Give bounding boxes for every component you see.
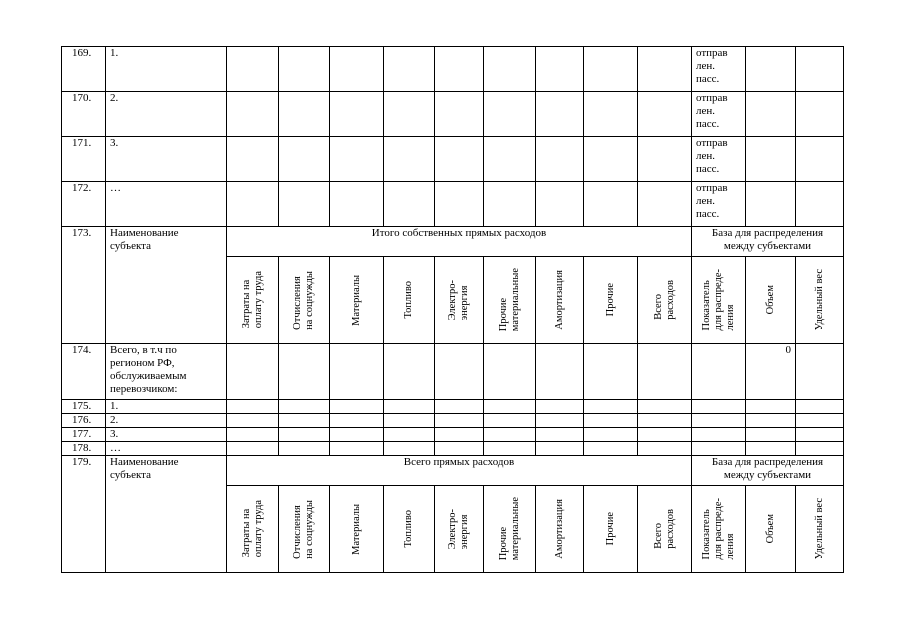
table-cell <box>484 400 536 414</box>
table-cell <box>692 414 746 428</box>
table-cell <box>584 442 638 456</box>
table-cell <box>746 182 796 227</box>
column-header-label: Удельный вес <box>813 498 825 560</box>
column-header-label: Электро- энергия <box>447 279 470 321</box>
table-cell <box>692 400 746 414</box>
column-header <box>638 257 692 344</box>
table-row <box>62 344 844 400</box>
table-cell <box>435 442 484 456</box>
column-header-label: Затраты на оплату труда <box>240 271 264 329</box>
table-cell <box>330 414 384 428</box>
column-header <box>584 486 638 573</box>
group-header: Всего прямых расходов <box>227 456 692 486</box>
table-cell <box>484 182 536 227</box>
row-number: 172. <box>62 182 106 227</box>
column-header-label: Объем <box>764 285 776 315</box>
table-cell <box>330 182 384 227</box>
table-cell <box>227 442 279 456</box>
column-header <box>746 486 796 573</box>
table-cell <box>484 47 536 92</box>
subject-name: 1. <box>106 400 227 414</box>
table-cell <box>227 92 279 137</box>
table-row <box>62 442 844 456</box>
table-cell <box>638 400 692 414</box>
table-cell <box>536 92 584 137</box>
table-cell <box>227 182 279 227</box>
table-cell <box>279 414 330 428</box>
table-cell <box>746 400 796 414</box>
table-cell <box>796 442 844 456</box>
column-header <box>227 486 279 573</box>
table-cell <box>227 344 279 400</box>
table-cell <box>227 414 279 428</box>
table-cell <box>796 344 844 400</box>
table-row <box>62 182 844 227</box>
column-header-label: Электро- энергия <box>447 508 470 550</box>
table-cell <box>384 344 435 400</box>
table-cell <box>638 47 692 92</box>
table-cell <box>279 92 330 137</box>
table-cell <box>746 428 796 442</box>
table-cell <box>692 344 746 400</box>
column-header-label: Показатель для распреде- ления <box>700 498 736 560</box>
column-header-label: Материалы <box>350 274 362 326</box>
table-cell <box>330 400 384 414</box>
table-cell <box>638 428 692 442</box>
cost-allocation-table <box>61 46 844 573</box>
table-row <box>62 92 844 137</box>
table-cell <box>536 414 584 428</box>
table-cell <box>536 47 584 92</box>
table-cell <box>692 428 746 442</box>
table-cell <box>330 344 384 400</box>
table-cell <box>435 400 484 414</box>
table-row <box>62 414 844 428</box>
table-cell <box>384 428 435 442</box>
base-header: База для распределения между субъектами <box>692 456 844 486</box>
subject-name: 3. <box>106 137 227 182</box>
column-header <box>536 486 584 573</box>
subject-name: 1. <box>106 47 227 92</box>
row-number: 171. <box>62 137 106 182</box>
table-cell <box>584 137 638 182</box>
table-cell <box>796 428 844 442</box>
column-header <box>484 257 536 344</box>
subject-name: 3. <box>106 428 227 442</box>
table-cell <box>746 442 796 456</box>
table-row <box>62 227 844 257</box>
column-header <box>435 257 484 344</box>
distribution-basis: отправ лен. пасс. <box>692 92 746 137</box>
column-header <box>692 486 746 573</box>
table-cell <box>384 182 435 227</box>
subject-name: … <box>106 442 227 456</box>
column-header-label: Топливо <box>403 510 414 548</box>
column-header <box>692 257 746 344</box>
table-cell <box>330 428 384 442</box>
row-number: 170. <box>62 92 106 137</box>
table-cell <box>638 182 692 227</box>
column-header-label: Амортизация <box>553 499 565 559</box>
table-cell <box>746 92 796 137</box>
column-header-label: Прочие материальные <box>497 497 521 561</box>
table-cell <box>638 442 692 456</box>
table-cell <box>435 428 484 442</box>
column-header <box>796 486 844 573</box>
row-number: 178. <box>62 442 106 456</box>
table-cell <box>227 137 279 182</box>
table-cell <box>796 92 844 137</box>
row-number: 173. <box>62 227 106 344</box>
column-header <box>384 257 435 344</box>
column-header <box>484 486 536 573</box>
subject-name: 2. <box>106 92 227 137</box>
table-cell <box>536 137 584 182</box>
column-header-label: Амортизация <box>553 270 565 330</box>
subject-name: Всего, в т.ч по регионом РФ, обслуживаемым перевозчиком: <box>106 344 227 400</box>
column-header <box>796 257 844 344</box>
table-cell <box>584 414 638 428</box>
table-cell <box>536 182 584 227</box>
row-number: 175. <box>62 400 106 414</box>
distribution-basis: отправ лен. пасс. <box>692 137 746 182</box>
table-cell <box>435 47 484 92</box>
table-cell <box>746 137 796 182</box>
table-cell <box>435 137 484 182</box>
group-header: Итого собственных прямых расходов <box>227 227 692 257</box>
column-header <box>584 257 638 344</box>
table-cell <box>330 47 384 92</box>
name-header: Наименование субъекта <box>106 456 227 573</box>
column-header-label: Объем <box>764 514 776 544</box>
table-cell <box>330 92 384 137</box>
table-cell <box>536 344 584 400</box>
column-header-label: Прочие <box>604 283 616 317</box>
table-cell <box>384 47 435 92</box>
table-cell <box>435 92 484 137</box>
table-cell <box>279 344 330 400</box>
table-cell <box>638 92 692 137</box>
table-cell <box>384 92 435 137</box>
table-cell <box>692 442 746 456</box>
table-cell <box>484 137 536 182</box>
table-cell <box>536 442 584 456</box>
column-header-label: Удельный вес <box>813 269 825 331</box>
table-cell <box>330 137 384 182</box>
column-header <box>536 257 584 344</box>
column-header-label: Прочие материальные <box>497 268 521 332</box>
table-cell <box>279 400 330 414</box>
table-cell <box>279 137 330 182</box>
table-row <box>62 47 844 92</box>
table-cell <box>384 137 435 182</box>
column-header <box>279 257 330 344</box>
table-cell <box>484 414 536 428</box>
subject-name: … <box>106 182 227 227</box>
column-header-label: Материалы <box>350 503 362 555</box>
table-cell <box>435 344 484 400</box>
table-cell <box>584 344 638 400</box>
column-header <box>746 257 796 344</box>
row-number: 174. <box>62 344 106 400</box>
table-cell <box>227 400 279 414</box>
table-cell <box>796 47 844 92</box>
table-cell <box>435 414 484 428</box>
volume-value: 0 <box>746 344 796 400</box>
table-cell <box>796 400 844 414</box>
table-cell <box>330 442 384 456</box>
table-cell <box>638 344 692 400</box>
table-cell <box>227 428 279 442</box>
column-header-label: Отчисления на соцнужды <box>292 270 315 330</box>
table-cell <box>279 182 330 227</box>
table-cell <box>536 400 584 414</box>
table-cell <box>484 344 536 400</box>
column-header <box>330 257 384 344</box>
column-header-label: Отчисления на соцнужды <box>292 499 315 559</box>
table-cell <box>796 414 844 428</box>
name-header: Наименование субъекта <box>106 227 227 344</box>
table-row <box>62 456 844 486</box>
table-cell <box>796 182 844 227</box>
table-cell <box>536 428 584 442</box>
row-number: 169. <box>62 47 106 92</box>
column-header-label: Прочие <box>604 512 616 546</box>
table-row <box>62 137 844 182</box>
table-cell <box>638 414 692 428</box>
table-cell <box>746 47 796 92</box>
column-header <box>638 486 692 573</box>
table-row <box>62 400 844 414</box>
base-header: База для распределения между субъектами <box>692 227 844 257</box>
table-cell <box>584 428 638 442</box>
distribution-basis: отправ лен. пасс. <box>692 182 746 227</box>
column-header-label: Всего расходов <box>652 509 676 549</box>
column-header-label: Показатель для распреде- ления <box>700 269 736 331</box>
column-header <box>279 486 330 573</box>
table-cell <box>796 137 844 182</box>
table-cell <box>484 92 536 137</box>
column-header-label: Затраты на оплату труда <box>240 500 264 558</box>
table-cell <box>384 400 435 414</box>
row-number: 179. <box>62 456 106 573</box>
column-header <box>435 486 484 573</box>
table-cell <box>584 182 638 227</box>
table-cell <box>279 47 330 92</box>
table-cell <box>384 414 435 428</box>
table-cell <box>435 182 484 227</box>
table-cell <box>584 47 638 92</box>
table-cell <box>746 414 796 428</box>
column-header <box>384 486 435 573</box>
subject-name: 2. <box>106 414 227 428</box>
table-cell <box>484 442 536 456</box>
table-cell <box>638 137 692 182</box>
column-header-label: Топливо <box>403 281 414 319</box>
table-cell <box>584 400 638 414</box>
table-body <box>62 47 844 573</box>
table-cell <box>227 47 279 92</box>
table-row <box>62 428 844 442</box>
column-header <box>227 257 279 344</box>
table-cell <box>484 428 536 442</box>
table-cell <box>279 428 330 442</box>
column-header-label: Всего расходов <box>652 280 676 320</box>
distribution-basis: отправ лен. пасс. <box>692 47 746 92</box>
row-number: 177. <box>62 428 106 442</box>
table-cell <box>384 442 435 456</box>
row-number: 176. <box>62 414 106 428</box>
table-cell <box>279 442 330 456</box>
table-cell <box>584 92 638 137</box>
column-header <box>330 486 384 573</box>
